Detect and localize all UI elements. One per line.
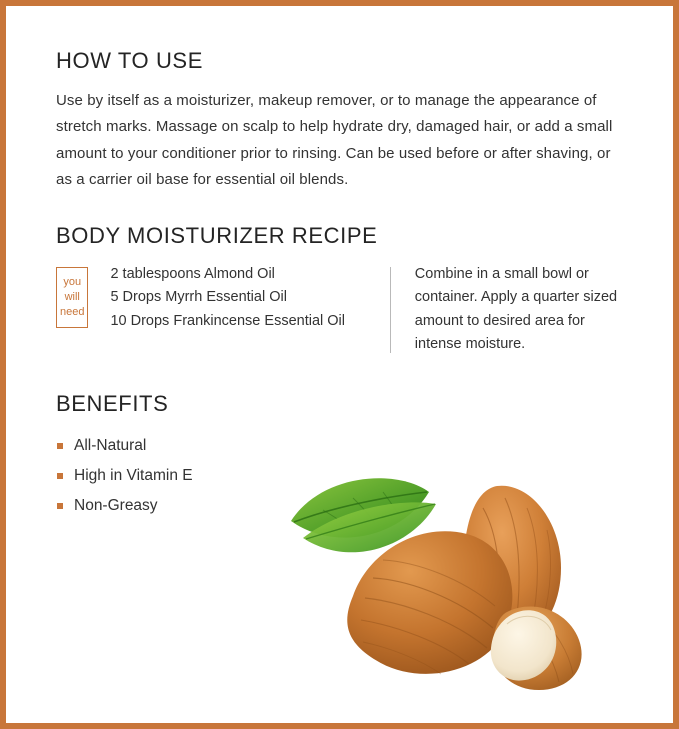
list-item: All-Natural	[56, 431, 623, 461]
recipe-title: BODY MOISTURIZER RECIPE	[56, 223, 378, 248]
ingredient-item: 10 Drops Frankincense Essential Oil	[110, 312, 345, 329]
recipe-section	[56, 223, 623, 357]
how-to-use-title: HOW TO USE	[56, 48, 203, 73]
ingredients-list	[110, 263, 390, 333]
recipe-instructions: Combine in a small bowl or container. Apply a quarter sized amount to desired area for intense moisture.	[414, 266, 618, 353]
list-item: High in Vitamin E	[56, 461, 623, 491]
list-item: Non-Greasy	[56, 491, 623, 521]
almond-front	[347, 531, 512, 674]
recipe-block	[56, 263, 623, 357]
almonds-with-leaf-illustration	[261, 446, 621, 696]
how-to-use-section	[56, 48, 623, 193]
ingredient-item: 5 Drops Myrrh Essential Oil	[110, 289, 287, 306]
how-to-use-text: Use by itself as a moisturizer, makeup remover, or to manage the appearance of stretch marks. Massage on scalp to help hydrate dry, damaged hair, or add a small amount to your conditioner prior to rinsing. Can be used before or after shaving, or as a carrier oil base for essential oil blends.	[56, 92, 613, 188]
benefits-title: BENEFITS	[56, 390, 169, 416]
ingredient-item: 2 tablespoons Almond Oil	[110, 266, 275, 282]
you-will-need-badge: you will need	[56, 267, 88, 328]
